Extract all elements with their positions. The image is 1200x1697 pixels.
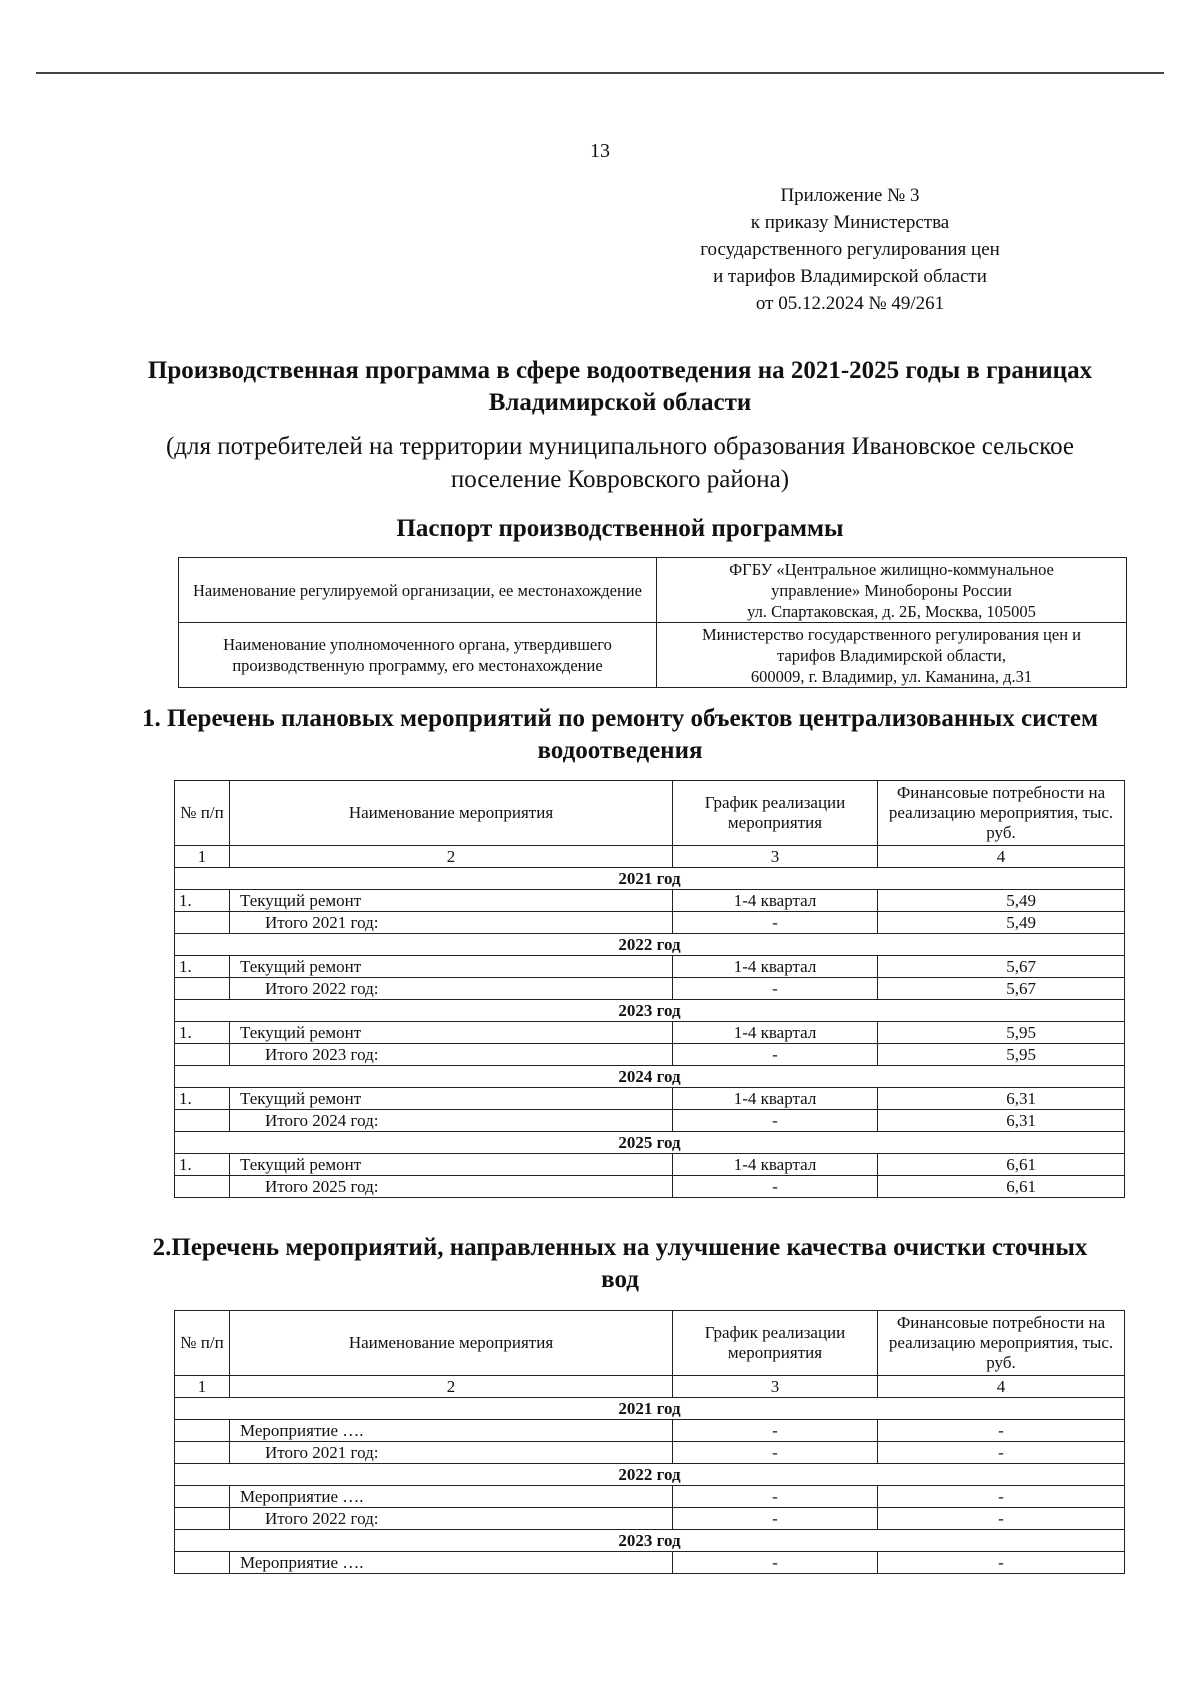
year-row xyxy=(175,1000,1125,1022)
item-amount: 5,67 xyxy=(878,956,1125,978)
item-num: 1. xyxy=(175,890,230,912)
column-numbers-row xyxy=(175,846,1125,868)
table-row xyxy=(175,1486,1125,1508)
year-label: 2024 год xyxy=(175,1066,1125,1088)
table-row xyxy=(175,890,1125,912)
item-schedule: 1-4 квартал xyxy=(673,956,878,978)
empty-cell xyxy=(175,1486,230,1508)
year-row xyxy=(175,1132,1125,1154)
table-row xyxy=(175,1088,1125,1110)
table-row xyxy=(175,1154,1125,1176)
item-name: Текущий ремонт xyxy=(230,1154,673,1176)
passport-heading: Паспорт производственной программы xyxy=(396,515,844,542)
item-amount: 5,95 xyxy=(878,1022,1125,1044)
section1-table xyxy=(174,780,1125,1198)
total-schedule: - xyxy=(673,912,878,934)
column-number: 1 xyxy=(175,1376,230,1398)
total-row xyxy=(175,1176,1125,1198)
year-row xyxy=(175,934,1125,956)
item-amount: 5,49 xyxy=(878,890,1125,912)
year-label: 2022 год xyxy=(175,1464,1125,1486)
section2-heading: 2.Перечень мероприятий, направленных на улучшение качества очистки сточных вод xyxy=(152,1234,1088,1293)
table-row xyxy=(175,1022,1125,1044)
item-name: Мероприятие …. xyxy=(230,1420,673,1442)
item-name: Текущий ремонт xyxy=(230,1088,673,1110)
item-name: Текущий ремонт xyxy=(230,890,673,912)
total-amount: 5,49 xyxy=(878,912,1125,934)
col-schedule-header: График реализации мероприятия xyxy=(673,781,878,846)
column-number: 3 xyxy=(673,846,878,868)
year-row xyxy=(175,1066,1125,1088)
table-row xyxy=(175,1420,1125,1442)
year-label: 2021 год xyxy=(175,868,1125,890)
passport-value xyxy=(657,558,1127,623)
column-number: 2 xyxy=(230,846,673,868)
empty-cell xyxy=(175,1110,230,1132)
empty-cell xyxy=(175,978,230,1000)
col-num-header: № п/п xyxy=(175,781,230,846)
total-label: Итого 2022 год: xyxy=(230,978,673,1000)
col-schedule-header: График реализации мероприятия xyxy=(673,1311,878,1376)
passport-label: Наименование уполномоченного органа, утвердившего производственную программу, его местонахождение xyxy=(179,623,657,688)
year-row xyxy=(175,1398,1125,1420)
table-row xyxy=(175,956,1125,978)
passport-table xyxy=(178,557,1127,688)
section2-table xyxy=(174,1310,1125,1574)
total-schedule: - xyxy=(673,1110,878,1132)
item-num: 1. xyxy=(175,1154,230,1176)
item-schedule: - xyxy=(673,1420,878,1442)
total-row xyxy=(175,1044,1125,1066)
column-number: 4 xyxy=(878,1376,1125,1398)
total-label: Итого 2024 год: xyxy=(230,1110,673,1132)
column-number: 3 xyxy=(673,1376,878,1398)
approval-line: и тарифов Владимирской области xyxy=(713,266,987,287)
empty-cell xyxy=(175,1420,230,1442)
total-schedule: - xyxy=(673,1508,878,1530)
col-finance-header: Финансовые потребности на реализацию мероприятия, тыс. руб. xyxy=(878,1311,1125,1376)
item-num: 1. xyxy=(175,956,230,978)
item-amount: - xyxy=(878,1552,1125,1574)
item-schedule: - xyxy=(673,1552,878,1574)
passport-row-organization xyxy=(179,558,1127,623)
top-scan-line xyxy=(36,72,1164,74)
approval-line: Приложение № 3 xyxy=(780,185,920,206)
item-amount: 6,61 xyxy=(878,1154,1125,1176)
document-title: Производственная программа в сфере водоотведения на 2021-2025 годы в границах Владимирской области xyxy=(147,357,1093,416)
item-amount: 6,31 xyxy=(878,1088,1125,1110)
col-num-header: № п/п xyxy=(175,1311,230,1376)
total-row xyxy=(175,1508,1125,1530)
page-number: 13 xyxy=(590,140,610,162)
item-name: Мероприятие …. xyxy=(230,1552,673,1574)
total-label: Итого 2022 год: xyxy=(230,1508,673,1530)
approval-block xyxy=(640,182,1060,317)
item-name: Текущий ремонт xyxy=(230,1022,673,1044)
passport-value-line: тарифов Владимирской области, xyxy=(777,645,1006,665)
total-schedule: - xyxy=(673,1044,878,1066)
item-num: 1. xyxy=(175,1088,230,1110)
empty-cell xyxy=(175,1442,230,1464)
item-schedule: 1-4 квартал xyxy=(673,1154,878,1176)
total-schedule: - xyxy=(673,1176,878,1198)
total-amount: 5,67 xyxy=(878,978,1125,1000)
empty-cell xyxy=(175,1552,230,1574)
total-label: Итого 2021 год: xyxy=(230,912,673,934)
year-label: 2023 год xyxy=(175,1530,1125,1552)
item-name: Текущий ремонт xyxy=(230,956,673,978)
year-row xyxy=(175,1464,1125,1486)
total-schedule: - xyxy=(673,1442,878,1464)
total-amount: 6,61 xyxy=(878,1176,1125,1198)
total-amount: 6,31 xyxy=(878,1110,1125,1132)
passport-value-line: управление» Минобороны России xyxy=(771,580,1012,600)
total-amount: - xyxy=(878,1508,1125,1530)
column-number: 2 xyxy=(230,1376,673,1398)
total-label: Итого 2021 год: xyxy=(230,1442,673,1464)
total-label: Итого 2025 год: xyxy=(230,1176,673,1198)
col-name-header: Наименование мероприятия xyxy=(230,1311,673,1376)
document-subtitle: (для потребителей на территории муниципального образования Ивановское сельское поселение Ковровского района) xyxy=(165,433,1075,493)
item-name: Мероприятие …. xyxy=(230,1486,673,1508)
empty-cell xyxy=(175,1044,230,1066)
item-schedule: 1-4 квартал xyxy=(673,890,878,912)
total-schedule: - xyxy=(673,978,878,1000)
passport-row-authority xyxy=(179,623,1127,688)
table-header-row xyxy=(175,781,1125,846)
total-row xyxy=(175,1110,1125,1132)
item-num: 1. xyxy=(175,1022,230,1044)
passport-value-line: ФГБУ «Центральное жилищно-коммунальное xyxy=(729,559,1054,579)
total-row xyxy=(175,978,1125,1000)
item-amount: - xyxy=(878,1486,1125,1508)
year-row xyxy=(175,1530,1125,1552)
total-amount: - xyxy=(878,1442,1125,1464)
empty-cell xyxy=(175,912,230,934)
year-row xyxy=(175,868,1125,890)
year-label: 2023 год xyxy=(175,1000,1125,1022)
column-number: 1 xyxy=(175,846,230,868)
table-row xyxy=(175,1552,1125,1574)
approval-line: к приказу Министерства xyxy=(750,212,950,233)
passport-value xyxy=(657,623,1127,688)
col-finance-header: Финансовые потребности на реализацию мероприятия, тыс. руб. xyxy=(878,781,1125,846)
item-schedule: 1-4 квартал xyxy=(673,1088,878,1110)
item-schedule: 1-4 квартал xyxy=(673,1022,878,1044)
approval-line: государственного регулирования цен xyxy=(700,239,1000,260)
column-number: 4 xyxy=(878,846,1125,868)
year-label: 2025 год xyxy=(175,1132,1125,1154)
total-label: Итого 2023 год: xyxy=(230,1044,673,1066)
passport-label: Наименование регулируемой организации, ее местонахождение xyxy=(179,558,657,623)
total-row xyxy=(175,912,1125,934)
item-schedule: - xyxy=(673,1486,878,1508)
year-label: 2022 год xyxy=(175,934,1125,956)
year-label: 2021 год xyxy=(175,1398,1125,1420)
table-header-row xyxy=(175,1311,1125,1376)
approval-line: от 05.12.2024 № 49/261 xyxy=(755,293,945,314)
section1-heading: 1. Перечень плановых мероприятий по ремонту объектов централизованных систем водоотведения xyxy=(142,705,1098,764)
passport-value-line: ул. Спартаковская, д. 2Б, Москва, 105005 xyxy=(747,601,1036,621)
col-name-header: Наименование мероприятия xyxy=(230,781,673,846)
total-amount: 5,95 xyxy=(878,1044,1125,1066)
total-row xyxy=(175,1442,1125,1464)
empty-cell xyxy=(175,1508,230,1530)
column-numbers-row xyxy=(175,1376,1125,1398)
empty-cell xyxy=(175,1176,230,1198)
passport-value-line: Министерство государственного регулирования цен и xyxy=(702,624,1081,644)
passport-value-line: 600009, г. Владимир, ул. Каманина, д.31 xyxy=(750,666,1033,686)
item-amount: - xyxy=(878,1420,1125,1442)
